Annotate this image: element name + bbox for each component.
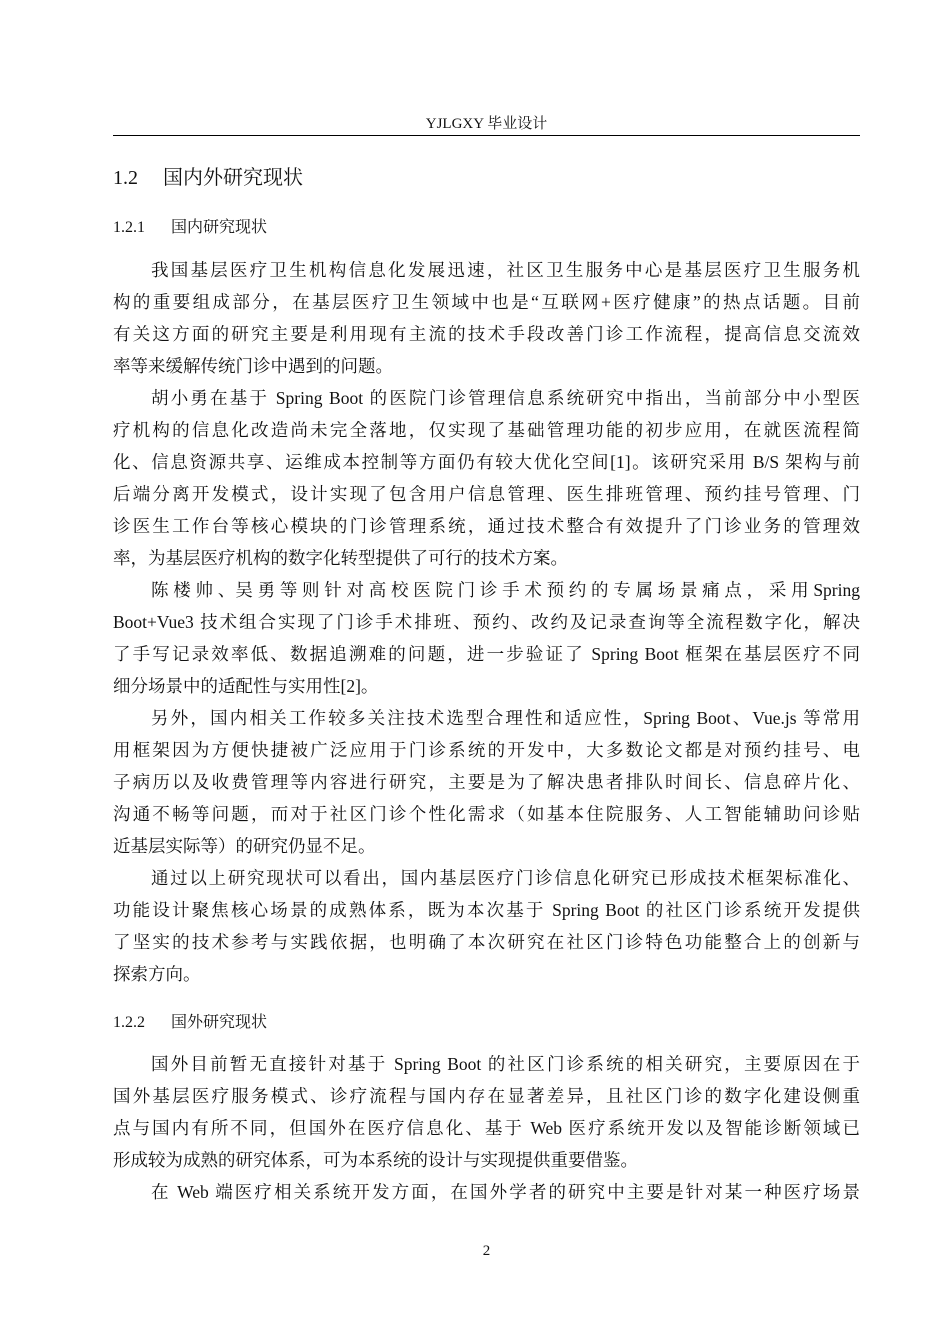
subsection-number: 1.2.2 bbox=[113, 1014, 145, 1031]
foreign-research-body bbox=[113, 1048, 860, 1208]
text-line: 沟通不畅等问题，而对于社区门诊个性化需求（如基本住院服务、人工智能辅助问诊贴 bbox=[113, 804, 860, 824]
text-line: 疗机构的信息化改造尚未完全落地，仅实现了基础管理功能的初步应用，在就医流程简 bbox=[113, 420, 860, 440]
text-line: 有关这方面的研究主要是利用现有主流的技术手段改善门诊工作流程，提高信息交流效 bbox=[113, 324, 860, 344]
subsection-heading-domestic bbox=[113, 214, 860, 241]
text-line: 在 Web 端医疗相关系统开发方面，在国外学者的研究中主要是针对某一种医疗场景 bbox=[151, 1182, 860, 1202]
text-line: 国外基层医疗服务模式、诊疗流程与国内存在显著差异，且社区门诊的数字化建设侧重 bbox=[113, 1086, 860, 1106]
text-line: 形成较为成熟的研究体系，可为本系统的设计与实现提供重要借鉴。 bbox=[113, 1150, 638, 1170]
text-line: 通过以上研究现状可以看出，国内基层医疗门诊信息化研究已形成技术框架标准化、 bbox=[151, 868, 860, 888]
section-heading bbox=[113, 160, 860, 195]
text-line: 国外目前暂无直接针对基于 Spring Boot 的社区门诊系统的相关研究，主要原因在于 bbox=[151, 1054, 860, 1074]
text-line: 胡小勇在基于 Spring Boot 的医院门诊管理信息系统研究中指出，当前部分中小型医 bbox=[151, 388, 860, 408]
domestic-research-body bbox=[113, 254, 860, 990]
text-line: 用框架因为方便快捷被广泛应用于门诊系统的开发中，大多数论文都是对预约挂号、电 bbox=[113, 740, 860, 760]
subsection-title: 国外研究现状 bbox=[171, 1012, 268, 1031]
text-line: 构的重要组成部分，在基层医疗卫生领域中也是“互联网+医疗健康”的热点话题。目前 bbox=[113, 292, 860, 312]
text-line: 率等来缓解传统门诊中遇到的问题。 bbox=[113, 356, 393, 376]
text-line: 细分场景中的适配性与实用性[2]。 bbox=[113, 676, 379, 696]
page-header bbox=[113, 113, 860, 136]
text-line: 化、信息资源共享、运维成本控制等方面仍有较大优化空间[1]。该研究采用 B/S 架构与前 bbox=[113, 452, 860, 472]
text-line: 了坚实的技术参考与实践依据，也明确了本次研究在社区门诊特色功能整合上的创新与 bbox=[113, 932, 860, 952]
text-line: 探索方向。 bbox=[113, 964, 201, 984]
text-line: 近基层实际等）的研究仍显不足。 bbox=[113, 836, 376, 856]
section-number: 1.2 bbox=[113, 167, 138, 189]
text-line: 点与国内有所不同，但国外在医疗信息化、基于 Web 医疗系统开发以及智能诊断领域已 bbox=[113, 1118, 860, 1138]
page-number bbox=[113, 1240, 860, 1262]
header-title: YJLGXY 毕业设计 bbox=[425, 116, 548, 132]
subsection-heading-foreign bbox=[113, 1009, 860, 1036]
text-line: 我国基层医疗卫生机构信息化发展迅速，社区卫生服务中心是基层医疗卫生服务机 bbox=[151, 260, 860, 280]
subsection-number: 1.2.1 bbox=[113, 219, 145, 236]
text-line: 诊医生工作台等核心模块的门诊管理系统，通过技术整合有效提升了门诊业务的管理效 bbox=[113, 516, 860, 536]
text-line: 率，为基层医疗机构的数字化转型提供了可行的技术方案。 bbox=[113, 548, 568, 568]
text-line: 另外，国内相关工作较多关注技术选型合理性和适应性，Spring Boot、Vue.js 等常用 bbox=[151, 708, 860, 728]
page-number-text: 2 bbox=[482, 1243, 491, 1259]
text-line: 子病历以及收费管理等内容进行研究，主要是为了解决患者排队时间长、信息碎片化、 bbox=[113, 772, 860, 792]
section-title: 国内外研究现状 bbox=[163, 165, 303, 189]
text-line: 陈 楼 帅 、吴 勇 等 则 针 对 高 校 医 院 门 诊 手 术 预 约 的 专 属 场 景 痛 点 ， 采 用 Spring bbox=[151, 580, 860, 600]
text-line: Boot+Vue3 技术组合实现了门诊手术排班、预约、改约及记录查询等全流程数字化，解决 bbox=[113, 612, 860, 632]
text-line: 了手写记录效率低、数据追溯难的问题，进一步验证了 Spring Boot 框架在基层医疗不同 bbox=[113, 644, 860, 664]
subsection-title: 国内研究现状 bbox=[171, 217, 268, 236]
text-line: 后端分离开发模式，设计实现了包含用户信息管理、医生排班管理、预约挂号管理、门 bbox=[113, 484, 860, 504]
text-line: 功能设计聚焦核心场景的成熟体系，既为本次基于 Spring Boot 的社区门诊系统开发提供 bbox=[113, 900, 860, 920]
